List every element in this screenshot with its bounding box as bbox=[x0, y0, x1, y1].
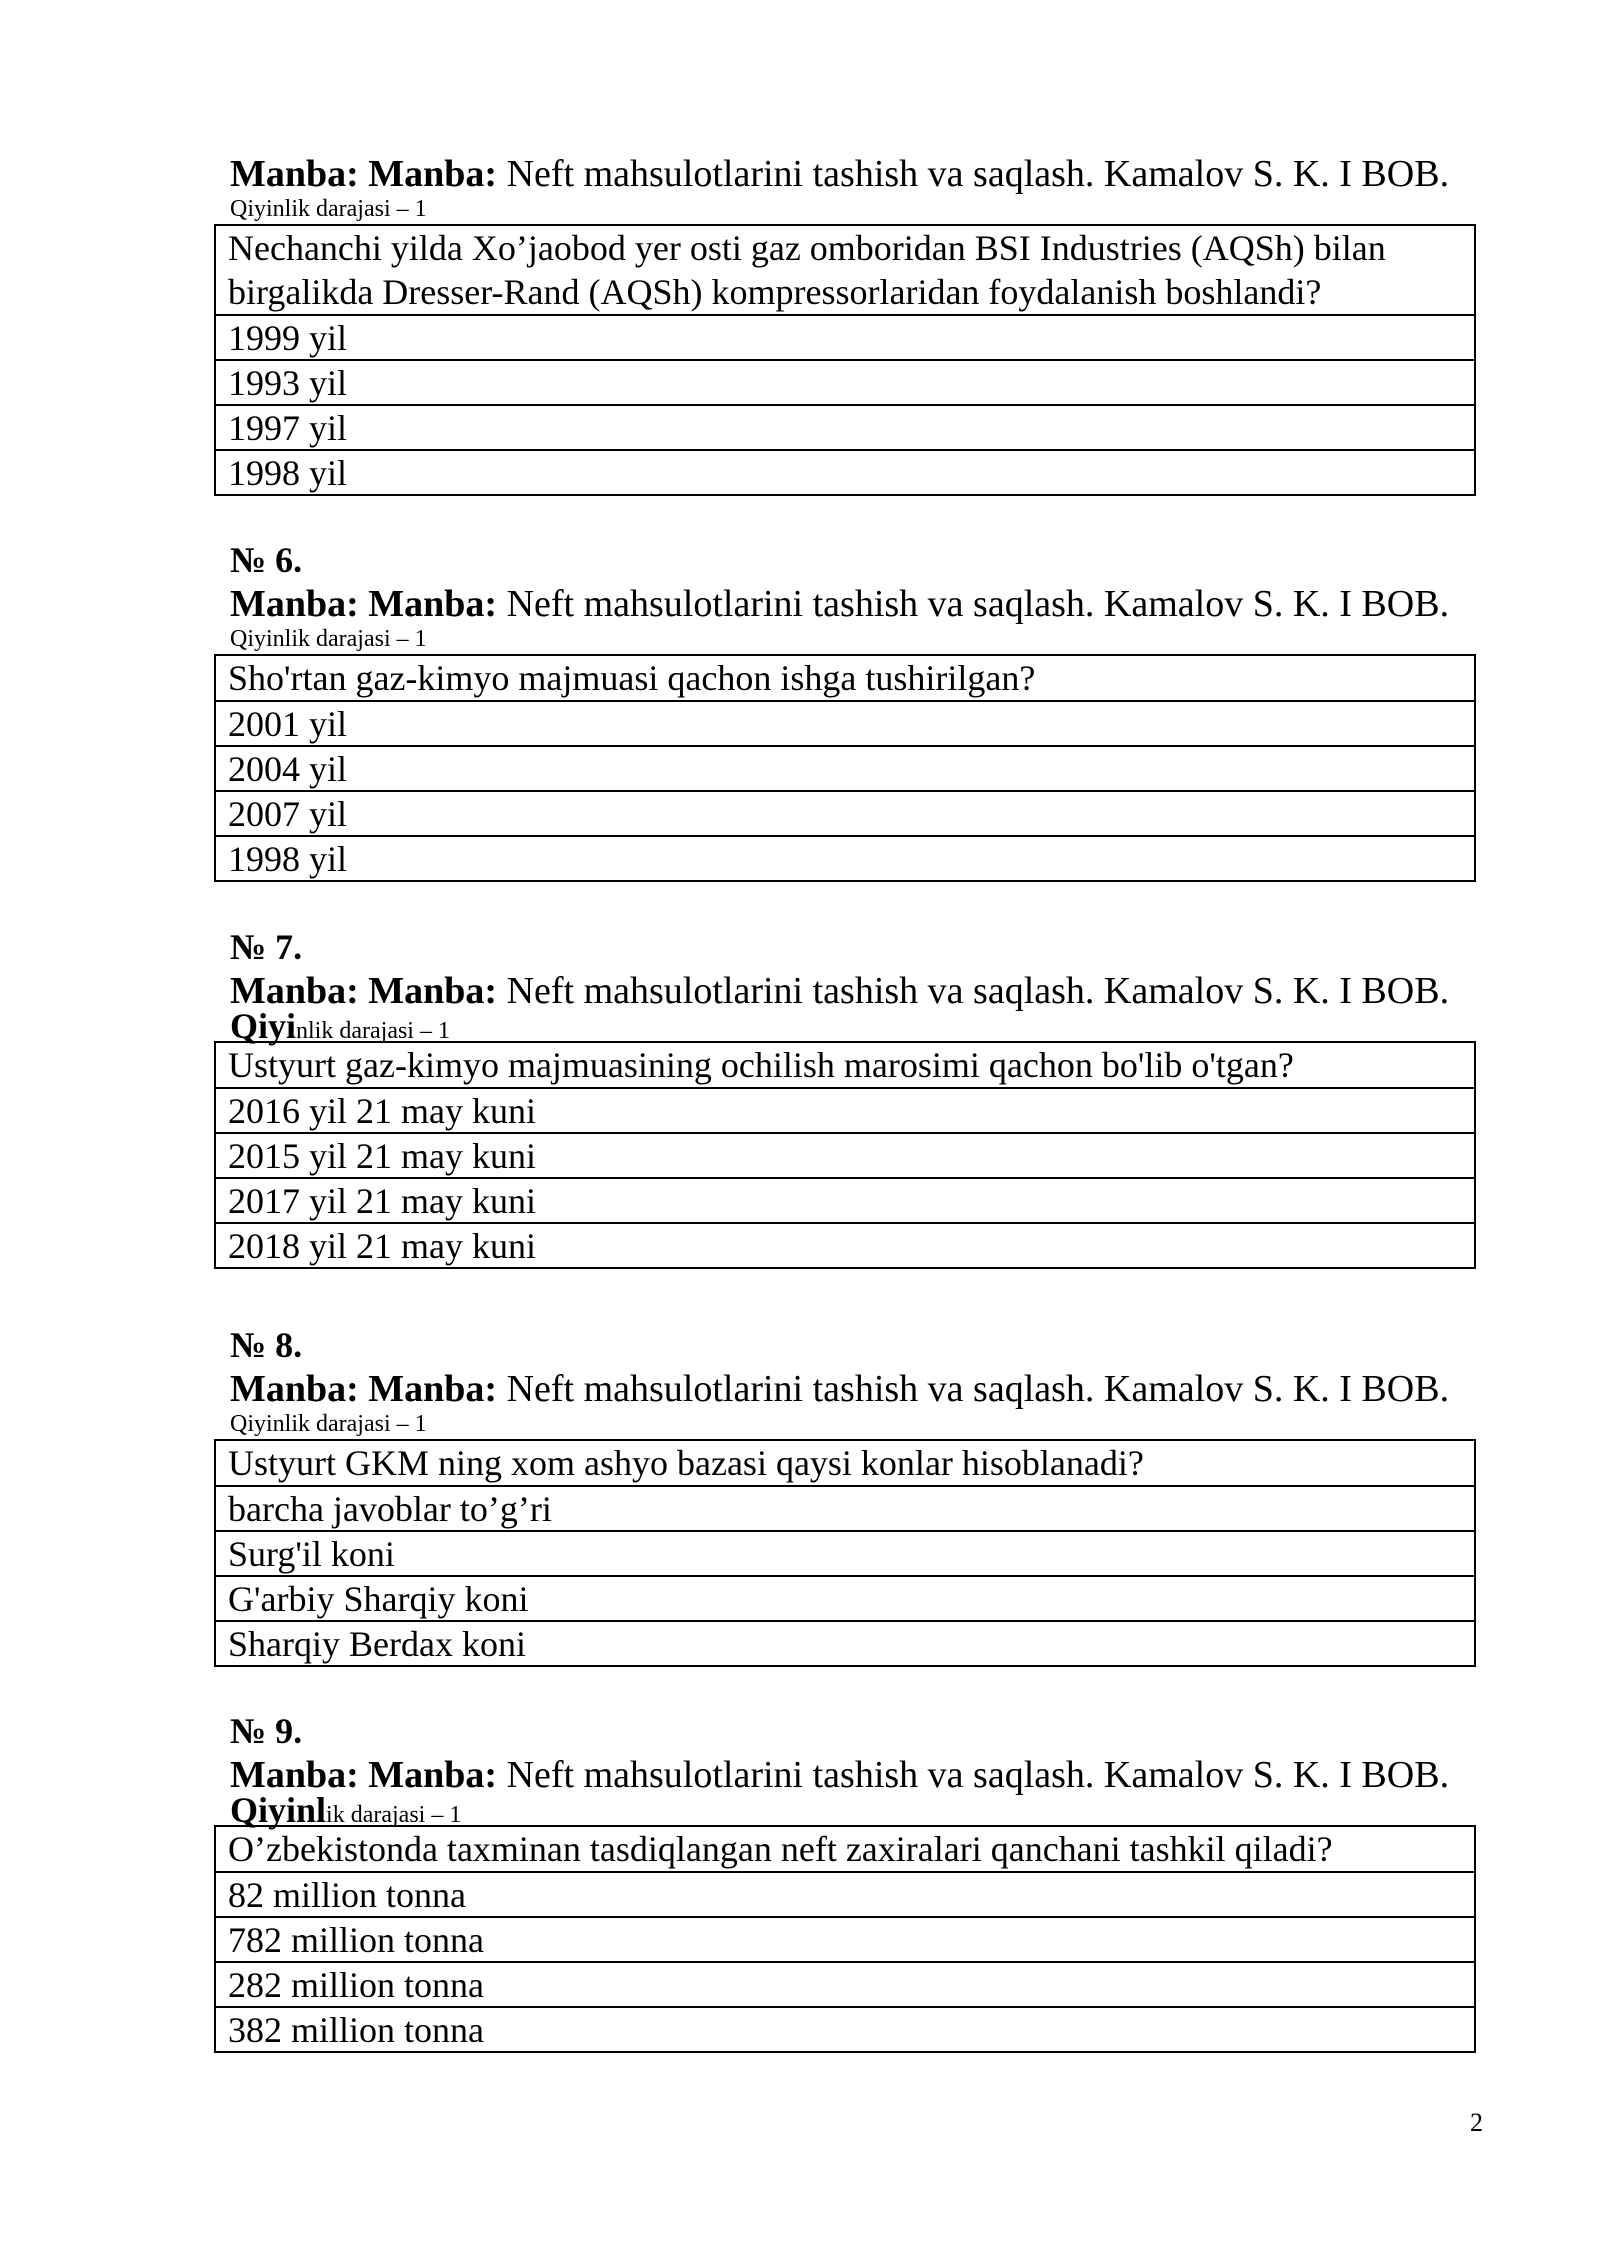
answer-option: 2007 yil bbox=[215, 791, 1475, 836]
question-text: Ustyurt GKM ning xom ashyo bazasi qaysi konlar hisoblanadi? bbox=[215, 1440, 1475, 1486]
source-line bbox=[228, 152, 1488, 196]
answer-option: 82 million tonna bbox=[215, 1872, 1475, 1917]
answer-row bbox=[215, 836, 1475, 881]
answer-option: 2018 yil 21 may kuni bbox=[215, 1223, 1475, 1268]
source-text: Neft mahsulotlarini tashish va saqlash. Kamalov S. K. I BOB. bbox=[497, 970, 1450, 1012]
answer-option: 282 million tonna bbox=[215, 1962, 1475, 2007]
question-table bbox=[214, 654, 1476, 882]
answer-option: 782 million tonna bbox=[215, 1917, 1475, 1962]
difficulty-line bbox=[228, 1006, 1488, 1046]
answer-row bbox=[215, 1088, 1475, 1133]
source-label: Manba: Manba: bbox=[230, 153, 498, 195]
answer-option: 2004 yil bbox=[215, 746, 1475, 791]
source-line bbox=[228, 1753, 1488, 1797]
answer-row bbox=[215, 1917, 1475, 1962]
answer-option: Sharqiy Berdax koni bbox=[215, 1621, 1475, 1666]
question-text: Ustyurt gaz-kimyo majmuasining ochilish marosimi qachon bo'lib o'tgan? bbox=[215, 1042, 1475, 1088]
source-text: Neft mahsulotlarini tashish va saqlash. Kamalov S. K. I BOB. bbox=[497, 1368, 1450, 1410]
question-table bbox=[214, 1041, 1476, 1269]
question-block bbox=[228, 1709, 1488, 2053]
answer-option: 382 million tonna bbox=[215, 2007, 1475, 2052]
answer-option: Surg'il koni bbox=[215, 1531, 1475, 1576]
difficulty-bold-part: Qiyinl bbox=[230, 1790, 327, 1830]
question-text: O’zbekistonda taxminan tasdiqlangan neft zaxiralari qanchani tashkil qiladi? bbox=[215, 1826, 1475, 1872]
question-number: № 7. bbox=[230, 927, 303, 967]
answer-option: 2017 yil 21 may kuni bbox=[215, 1178, 1475, 1223]
question-table bbox=[214, 224, 1476, 496]
question-text: Nechanchi yilda Xo’jaobod yer osti gaz omboridan BSI Industries (AQSh) bilan birgalikda Dresser-Rand (AQSh) kompressorlaridan foydalanish boshlandi? bbox=[215, 225, 1475, 315]
difficulty-line bbox=[228, 196, 1488, 224]
question-table bbox=[214, 1825, 1476, 2053]
question-row bbox=[215, 1826, 1475, 1872]
question-row bbox=[215, 225, 1475, 315]
answer-row bbox=[215, 1531, 1475, 1576]
source-label: Manba: Manba: bbox=[230, 1754, 498, 1796]
answer-option: 2015 yil 21 may kuni bbox=[215, 1133, 1475, 1178]
answer-option: 1999 yil bbox=[215, 315, 1475, 360]
source-text: Neft mahsulotlarini tashish va saqlash. Kamalov S. K. I BOB. bbox=[497, 153, 1450, 195]
answer-option: 2016 yil 21 may kuni bbox=[215, 1088, 1475, 1133]
question-block bbox=[228, 152, 1488, 496]
answer-option: 1997 yil bbox=[215, 405, 1475, 450]
answer-row bbox=[215, 701, 1475, 746]
answer-row bbox=[215, 450, 1475, 495]
source-text: Neft mahsulotlarini tashish va saqlash. Kamalov S. K. I BOB. bbox=[497, 1754, 1450, 1796]
answer-row bbox=[215, 2007, 1475, 2052]
question-row bbox=[215, 1042, 1475, 1088]
answer-row bbox=[215, 746, 1475, 791]
answer-row bbox=[215, 1178, 1475, 1223]
answer-row bbox=[215, 1872, 1475, 1917]
answer-option: 1998 yil bbox=[215, 836, 1475, 881]
question-text: Sho'rtan gaz-kimyo majmuasi qachon ishga tushirilgan? bbox=[215, 655, 1475, 701]
answer-row bbox=[215, 405, 1475, 450]
question-block bbox=[228, 538, 1488, 882]
answer-option: G'arbiy Sharqiy koni bbox=[215, 1576, 1475, 1621]
difficulty-bold-part: Qiyi bbox=[230, 1006, 297, 1046]
question-number: № 8. bbox=[230, 1325, 303, 1365]
answer-row bbox=[215, 1486, 1475, 1531]
difficulty-line bbox=[228, 626, 1488, 654]
source-line bbox=[228, 969, 1488, 1013]
answer-row bbox=[215, 1133, 1475, 1178]
answer-option: 1993 yil bbox=[215, 360, 1475, 405]
answer-option: 1998 yil bbox=[215, 450, 1475, 495]
difficulty-label: Qiyinlik darajasi – 1 bbox=[230, 196, 427, 222]
source-label: Manba: Manba: bbox=[230, 970, 498, 1012]
source-label: Manba: Manba: bbox=[230, 583, 498, 625]
question-block bbox=[228, 1323, 1488, 1667]
source-line bbox=[228, 582, 1488, 626]
difficulty-line bbox=[228, 1790, 1488, 1830]
answer-option: 2001 yil bbox=[215, 701, 1475, 746]
question-number: № 9. bbox=[230, 1711, 303, 1751]
question-table bbox=[214, 1439, 1476, 1667]
answer-row bbox=[215, 791, 1475, 836]
answer-row bbox=[215, 1962, 1475, 2007]
source-label: Manba: Manba: bbox=[230, 1368, 498, 1410]
source-line bbox=[228, 1367, 1488, 1411]
difficulty-label: ik darajasi – 1 bbox=[326, 1802, 462, 1828]
source-text: Neft mahsulotlarini tashish va saqlash. Kamalov S. K. I BOB. bbox=[497, 583, 1450, 625]
answer-row bbox=[215, 1223, 1475, 1268]
difficulty-label: Qiyinlik darajasi – 1 bbox=[230, 1411, 427, 1437]
question-row bbox=[215, 655, 1475, 701]
answer-row bbox=[215, 315, 1475, 360]
difficulty-label: Qiyinlik darajasi – 1 bbox=[230, 626, 427, 652]
answer-row bbox=[215, 1621, 1475, 1666]
question-row bbox=[215, 1440, 1475, 1486]
difficulty-label: nlik darajasi – 1 bbox=[296, 1018, 450, 1044]
difficulty-line bbox=[228, 1411, 1488, 1439]
answer-row bbox=[215, 1576, 1475, 1621]
answer-option: barcha javoblar to’g’ri bbox=[215, 1486, 1475, 1531]
question-number: № 6. bbox=[230, 540, 303, 580]
question-block bbox=[228, 925, 1488, 1269]
page-number: 2 bbox=[1470, 2108, 1483, 2137]
answer-row bbox=[215, 360, 1475, 405]
